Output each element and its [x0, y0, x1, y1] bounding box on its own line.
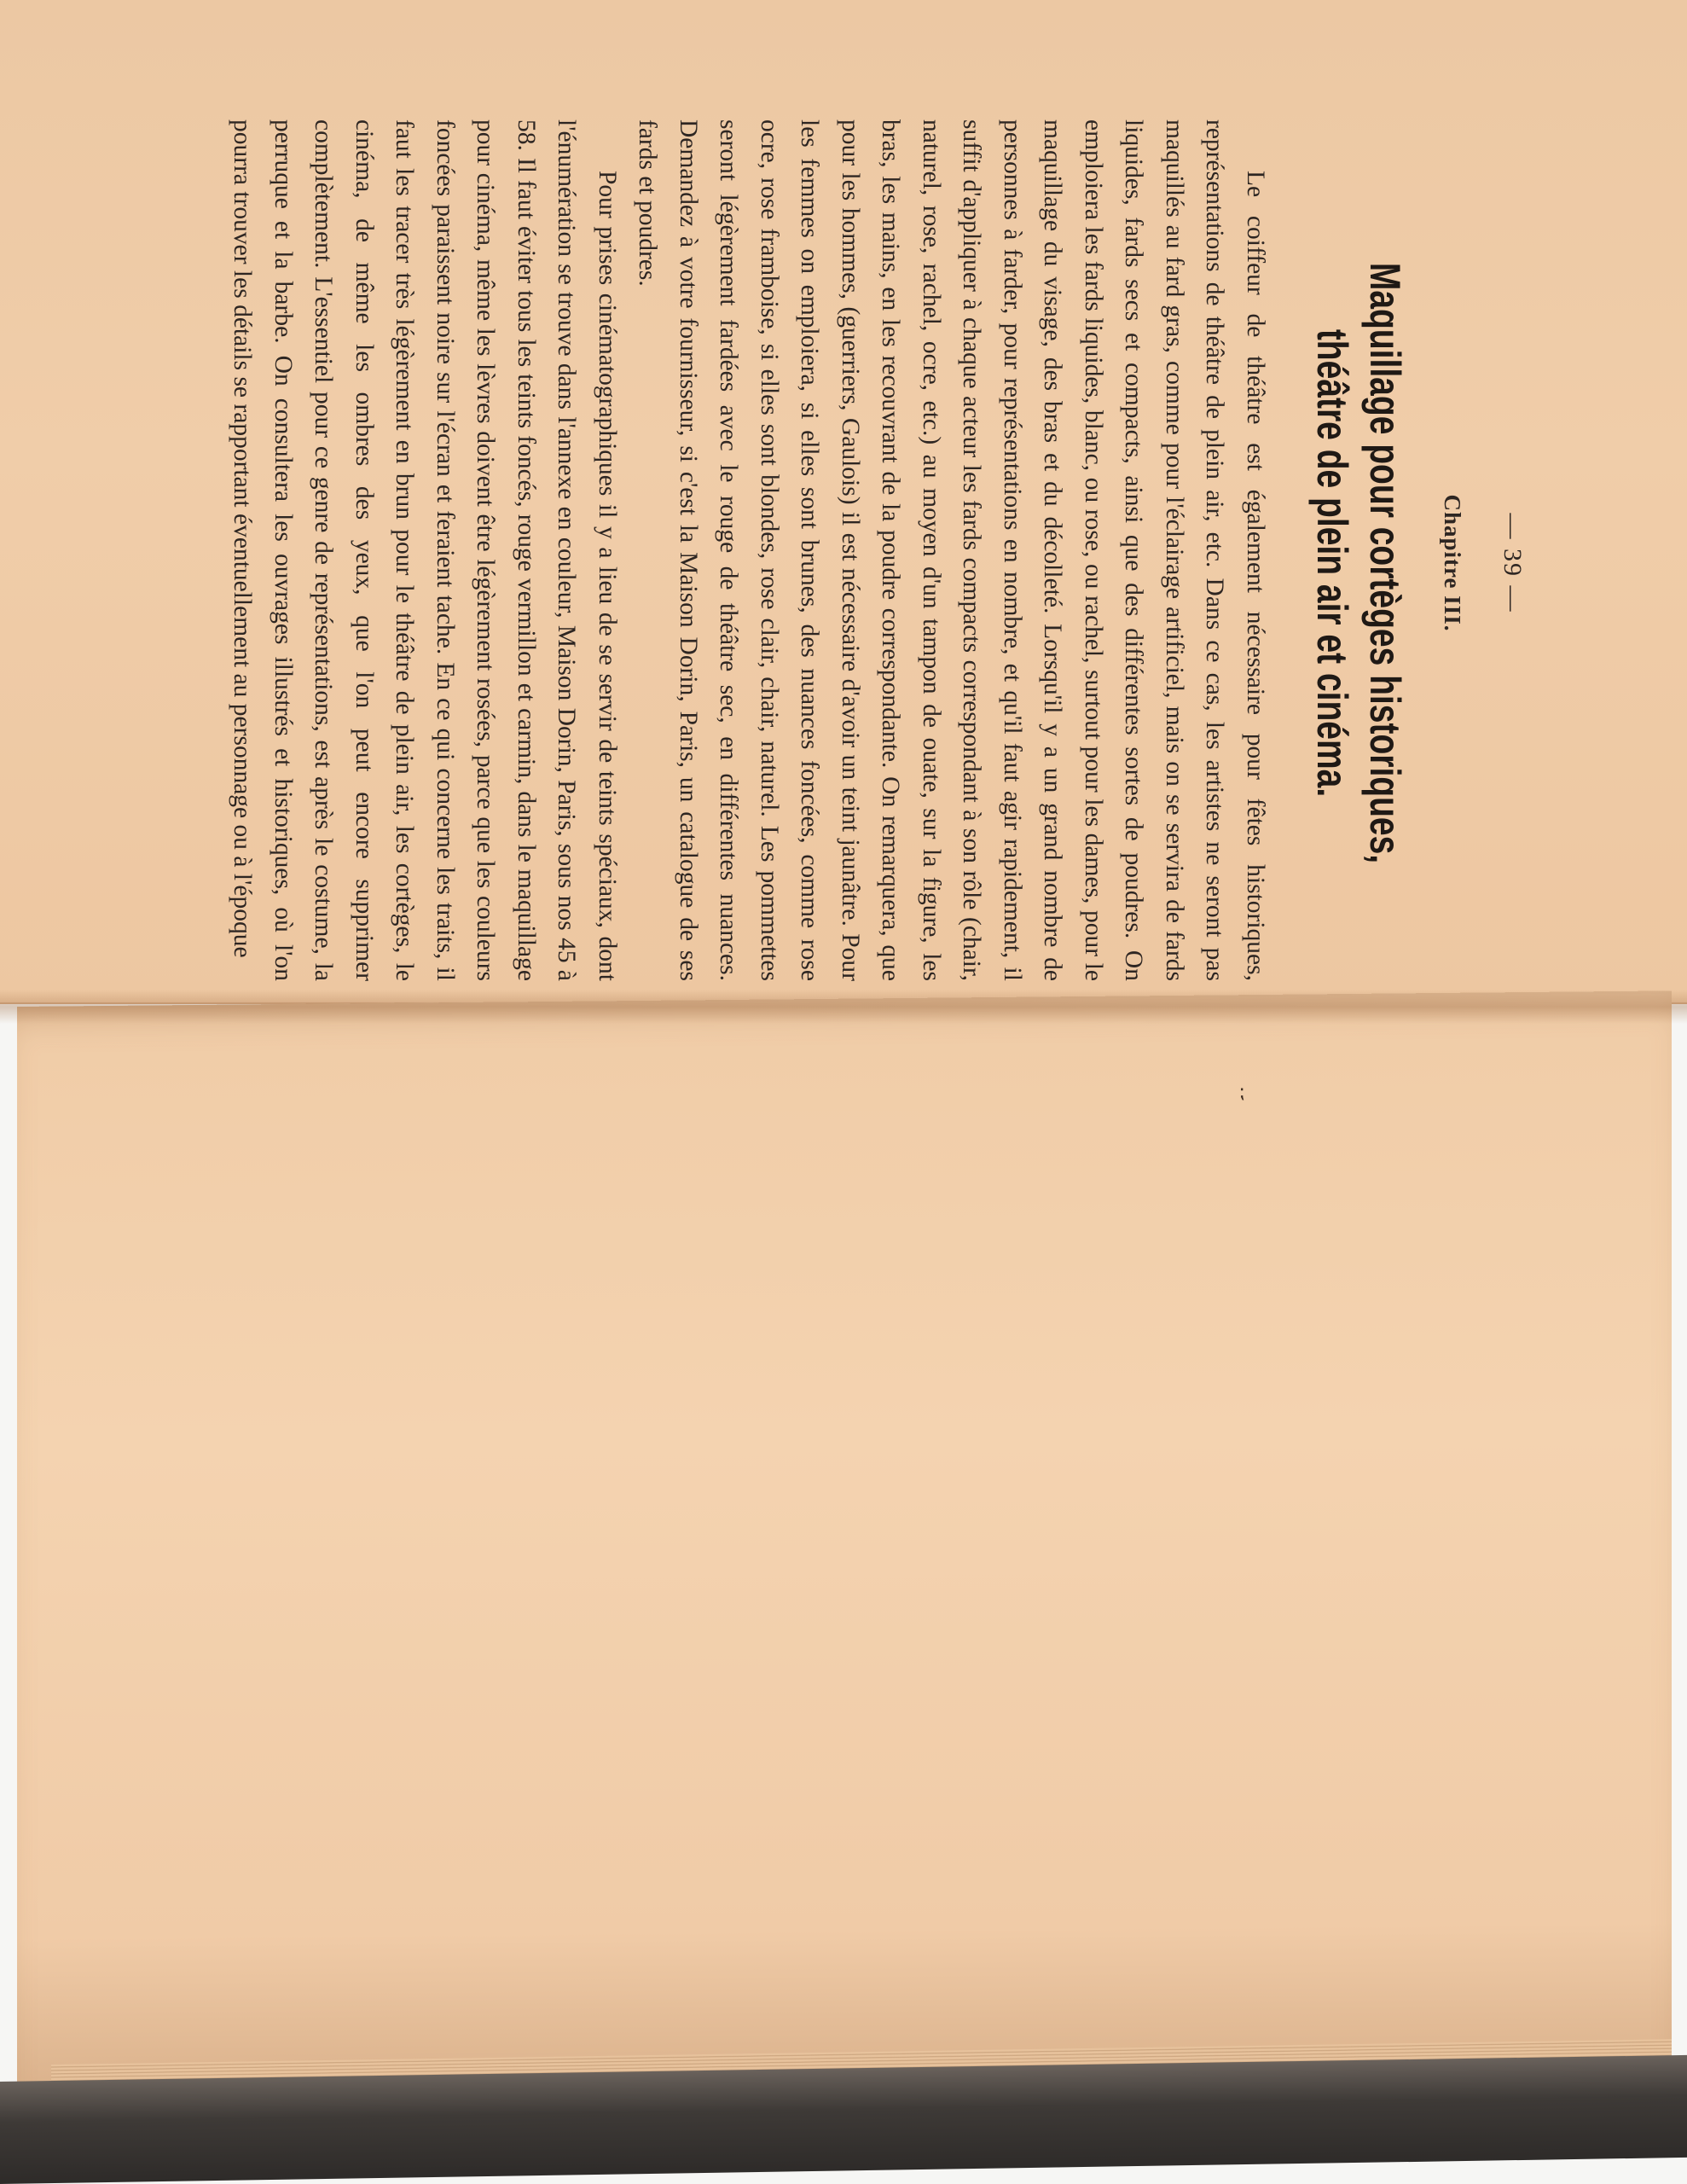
chapter-title-line-2: théâtre de plein air et cinéma.: [1308, 328, 1356, 798]
ink-speck: ⁏: [1238, 1082, 1245, 1103]
right-page-blank: [17, 990, 1672, 2103]
chapter-label: Chapitre III.: [1440, 494, 1465, 632]
page-content: [94, 119, 1527, 1007]
body-text: [222, 119, 1275, 981]
chapter-title: [1306, 217, 1412, 909]
page-number: — 39 —: [1499, 513, 1527, 613]
paragraph-1: Le coiffeur de théâtre est également nécessaire pour fêtes historiques, représentations de théâtre de plein air, etc. Dans ce cas, les artistes ne seront pas maquillés au fard gras, comme pour l'éclairage artificiel, mais on se servira de fards liquides, fards secs et compacts, ainsi que des différentes sortes de poudres. On emploiera les fards liquides, blanc, ou rose, ou rachel, surtout pour les dames, pour le maquillage du visage, des bras et du décolleté. Lorsqu'il y a un grand nombre de personnes à farder, pour représentations en nombre, et qu'il faut agir rapidement, il suffit d'appliquer à chaque acteur les fards compacts correspondant à son rôle (chair, naturel, rose, rachel, ocre, etc.) au moyen d'un tampon de ouate, sur la figure, les bras, les mains, en les recouvrant de la poudre correspondante. On remarquera, que pour les hommes, (guerriers, Gaulois) il est nécessaire d'avoir un teint jaunâtre. Pour les femmes on emploiera, si elles sont brunes, des nuances foncées, comme rose ocre, rose framboise, si elles sont blondes, rose clair, chair, naturel. Les pommettes seront légèrement fardées avec le rouge de théâtre sec, en différentes nuances. Demandez à votre fournisseur, si c'est la Maison Dorin, Paris, un catalogue de ses fards et poudres.: [634, 119, 1269, 981]
paragraph-2: Pour prises cinématographiques il y a lieu de se servir de teints spéciaux, dont l'énumération se trouve dans l'annexe en couleur, Maison Dorin, Paris, sous nos 45 à 58. Il faut éviter tous les teints foncés, rouge vermillon et carmin, dans le maquillage pour cinéma, même les lèvres doivent être légèrement rosées, parce que les couleurs foncées paraissent noire sur l'écran et feraient tache. En ce qui concerne les traits, il faut les tracer très légèrement en brun pour le théâtre de plein air, les cortèges, le cinéma, de même les ombres des yeux, que l'on peut encore supprimer complètement. L'essentiel pour ce genre de représentations, est après le costume, la perruque et la barbe. On consultera les ouvrages illustrés et historiques, où l'on pourra trouver les détails se rapportant éventuellement au personnage ou à l'époque: [229, 119, 621, 981]
chapter-title-line-1: Maquillage pour cortèges historiques,: [1361, 262, 1409, 864]
